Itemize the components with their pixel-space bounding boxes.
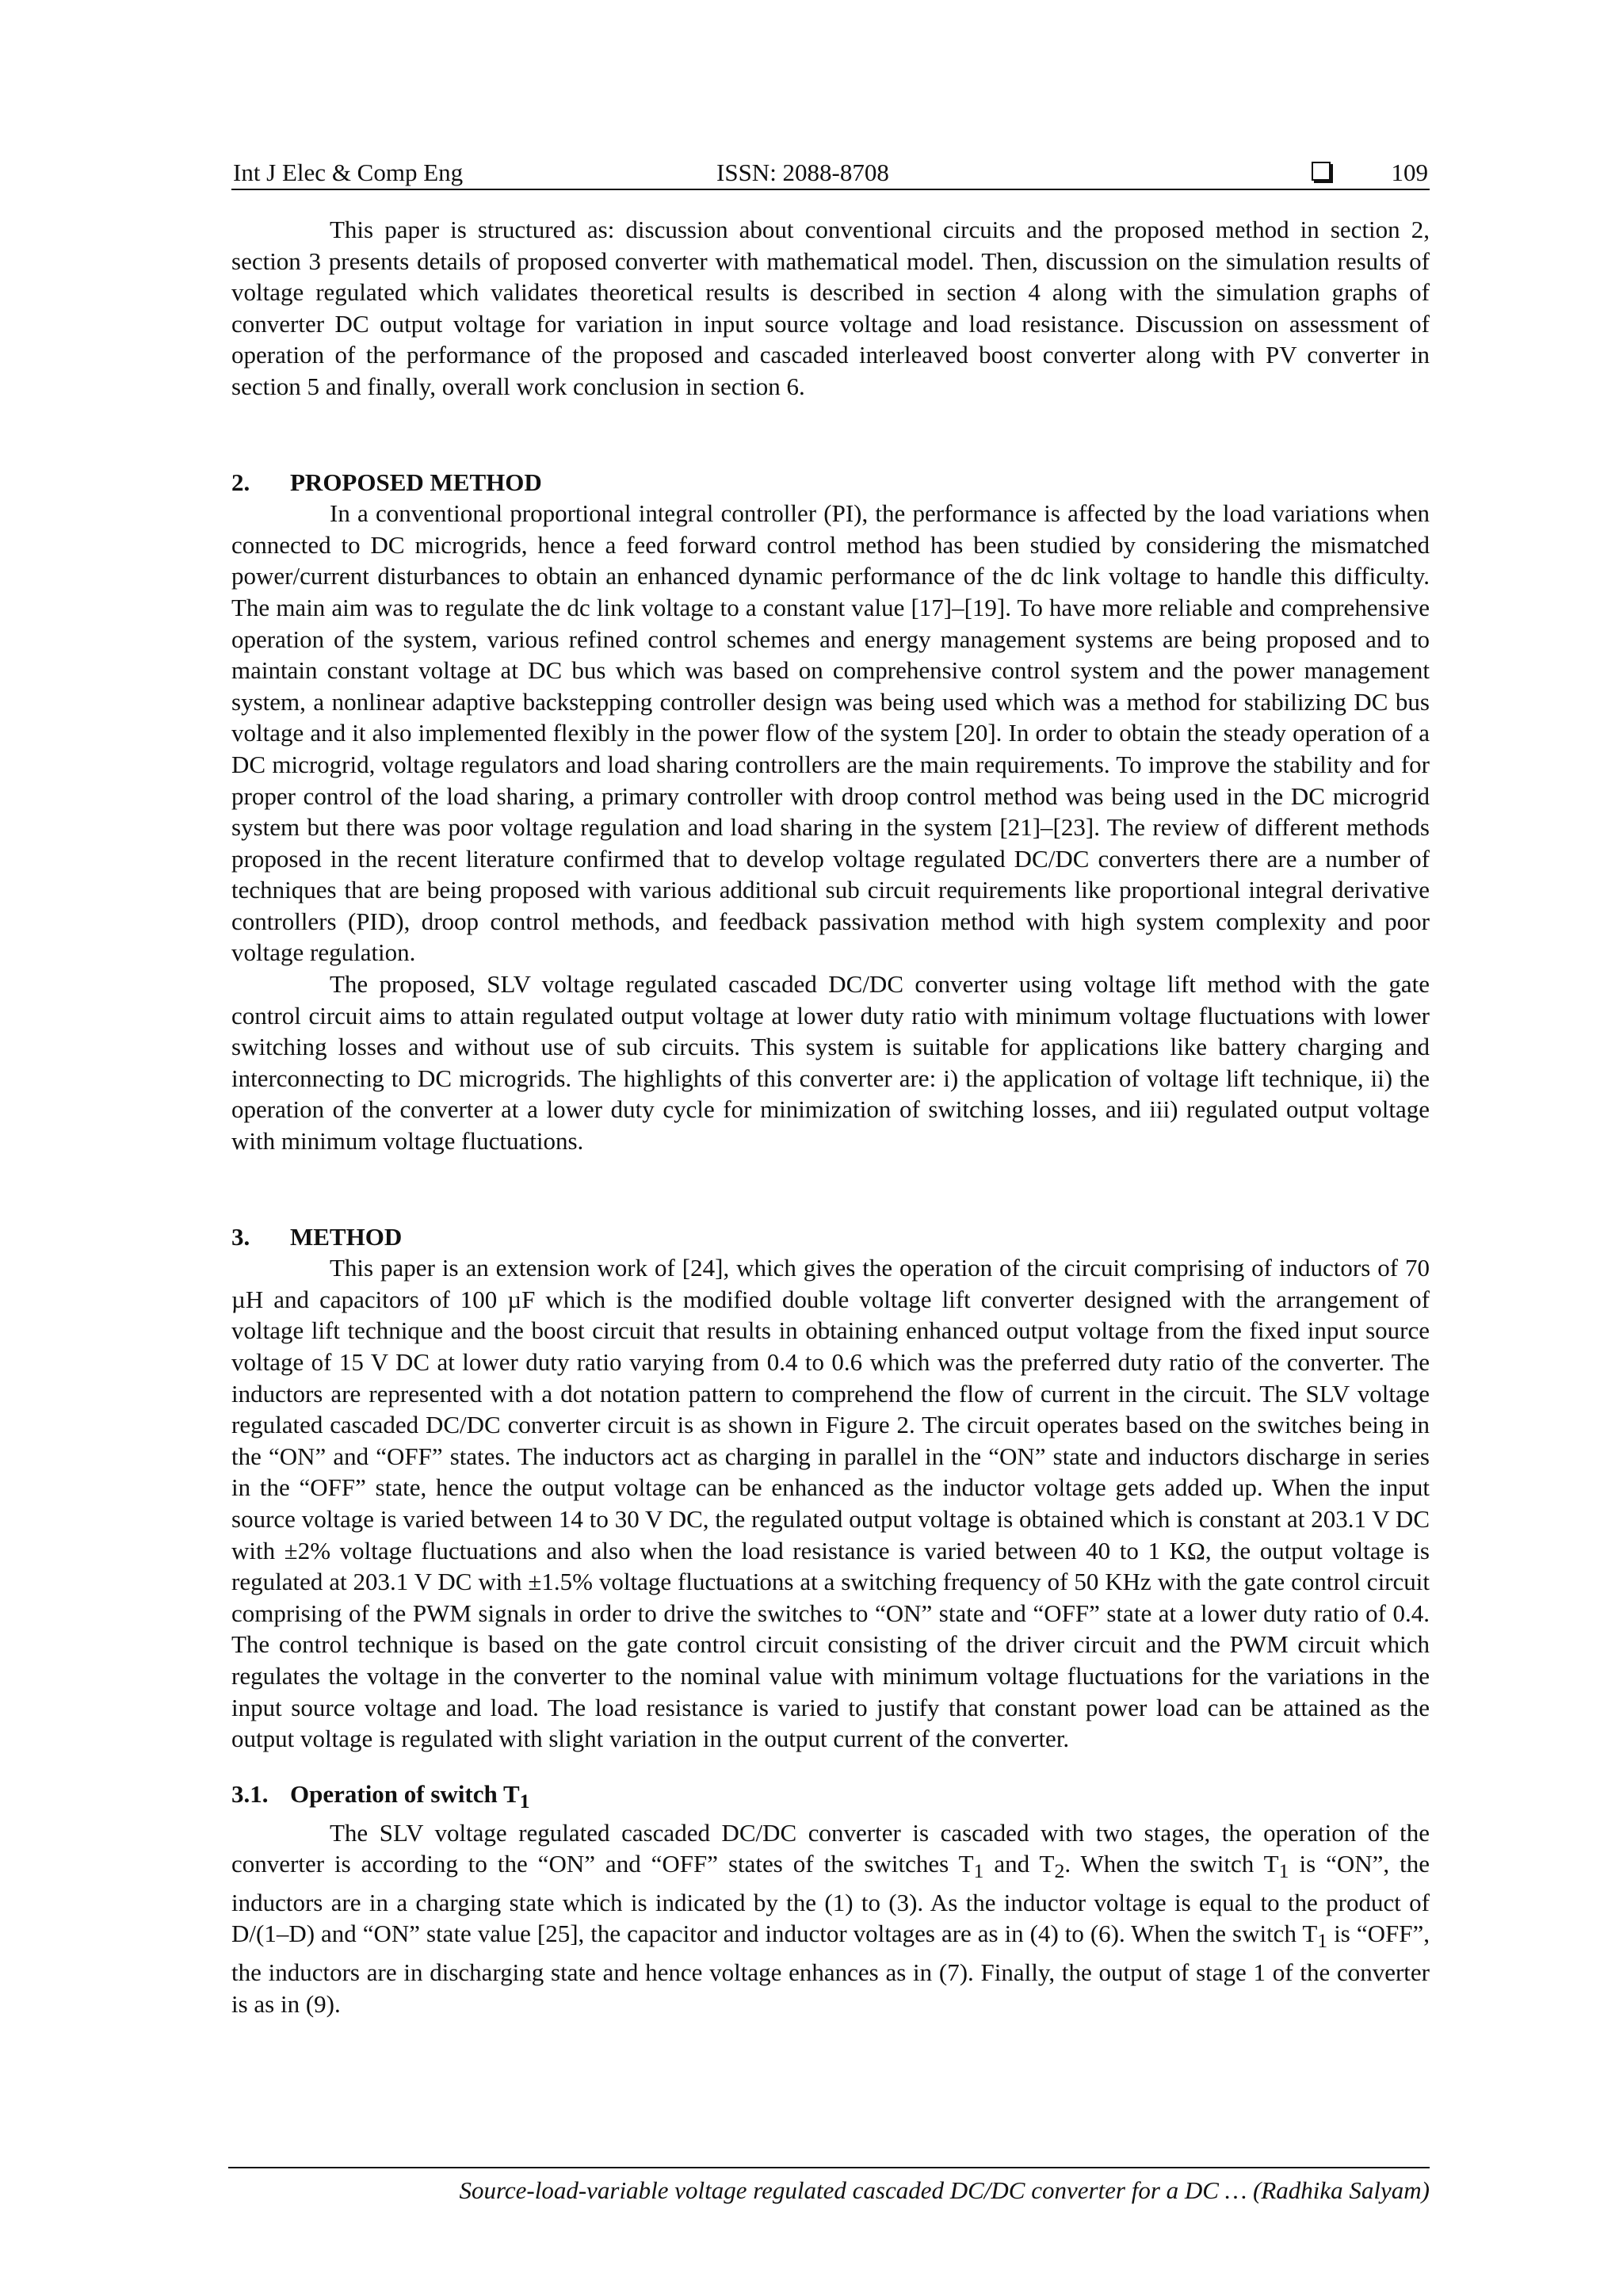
issn: ISSN: 2088-8708	[716, 159, 889, 186]
footer-divider	[228, 2167, 1430, 2168]
section-number: 3.	[231, 1222, 250, 1251]
page-body	[231, 214, 1430, 2019]
page	[231, 152, 1430, 2018]
subscript: 1	[1278, 1859, 1289, 1883]
text-run: is “ON”, the inductors are in a charging state which is indicated by the (1) to (3). As the inductor voltage is equal to the product of D/(1–D) and “ON” state value [25], the capacitor and inductor voltages are as in (4) to (6). When the switch T	[231, 1850, 1430, 1948]
header-divider	[231, 189, 1430, 190]
text-run: is “OFF”, the inductors are in discharging state and hence voltage enhances as in (7). Finally, the output of stage 1 of the converter is as in (9).	[231, 1920, 1430, 2018]
subscript: 1	[519, 1789, 530, 1813]
page-number: 109	[1391, 159, 1428, 186]
page-header	[231, 152, 1430, 187]
page-footer: Source-load-variable voltage regulated cascaded DC/DC converter for a DC … (Radhika Salyam)	[459, 2176, 1430, 2204]
section-title: METHOD	[290, 1222, 403, 1251]
section-title: PROPOSED METHOD	[290, 468, 542, 496]
journal-name: Int J Elec & Comp Eng	[233, 159, 464, 186]
checkbox-square-icon	[1312, 162, 1331, 181]
subscript: 1	[1317, 1929, 1328, 1953]
section-3-heading	[231, 1221, 1430, 1253]
subscript: 2	[1054, 1859, 1065, 1883]
section-2-paragraph: In a conventional proportional integral controller (PI), the performance is affected by the load variations when connected to DC microgrids, hence a feed forward control method has been studied by considering the mismatched power/current disturbances to obtain an enhanced dynamic performance of the dc link voltage to handle this difficulty. The main aim was to regulate the dc link voltage to a constant value [17]–[19]. To have more reliable and comprehensive operation of the system, various refined control schemes and energy management systems are being proposed and to maintain constant voltage at DC bus which was based on comprehensive control system and the power management system, a nonlinear adaptive backstepping controller design was being used which was a method for stabilizing DC bus voltage and it also implemented flexibly in the power flow of the system [20]. In order to obtain the steady operation of a DC microgrid, voltage regulators and load sharing controllers are the main requirements. To improve the stability and for proper control of the load sharing, a primary controller with droop control method was being used in the DC microgrid system but there was poor voltage regulation and load sharing in the system [21]–[23]. The review of different methods proposed in the recent literature confirmed that to develop voltage regulated DC/DC converters there are a number of techniques that are being proposed with various additional sub circuit requirements like proportional integral derivative controllers (PID), droop control methods, and feedback passivation method with high system complexity and poor voltage regulation.	[231, 499, 1430, 967]
section-3-1-paragraph	[231, 1817, 1430, 2020]
subscript: 1	[973, 1859, 984, 1883]
text-run: . When the switch T	[1064, 1850, 1279, 1878]
subsection-number: 3.1.	[231, 1779, 269, 1808]
section-3-1-heading	[231, 1778, 1430, 1817]
section-2-paragraph: The proposed, SLV voltage regulated cascaded DC/DC converter using voltage lift method with the gate control circuit aims to attain regulated output voltage at lower duty ratio with minimum voltage fluctuations with lower switching losses and without use of sub circuits. This system is suitable for applications like battery charging and interconnecting to DC microgrids. The highlights of this converter are: i) the application of voltage lift technique, ii) the operation of the converter at a lower duty cycle for minimization of switching losses, and iii) regulated output voltage with minimum voltage fluctuations.	[231, 970, 1430, 1156]
text-run: The SLV voltage regulated cascaded DC/DC converter is cascaded with two stages, the operation of the converter is according to the “ON” and “OFF” states of the switches T	[231, 1818, 1430, 1878]
text-run: and T	[983, 1850, 1055, 1878]
section-3-paragraph: This paper is an extension work of [24], which gives the operation of the circuit comprising of inductors of 70 µH and capacitors of 100 µF which is the modified double voltage lift converter designed with the arrangement of voltage lift technique and the boost circuit that results in obtaining enhanced output voltage from the fixed input source voltage of 15 V DC at lower duty ratio varying from 0.4 to 0.6 which was the preferred duty ratio of the converter. The inductors are represented with a dot notation pattern to comprehend the flow of current in the circuit. The SLV voltage regulated cascaded DC/DC converter circuit is as shown in Figure 2. The circuit operates based on the switches being in the “ON” and “OFF” states. The inductors act as charging in parallel in the “ON” state and inductors discharge in series in the “OFF” state, hence the output voltage can be enhanced as the inductor voltage gets added up. When the input source voltage is varied between 14 to 30 V DC, the regulated output voltage is obtained which is constant at 203.1 V DC with ±2% voltage fluctuations and also when the load resistance is varied between 40 to 1 KΩ, the output voltage is regulated at 203.1 V DC with ±1.5% voltage fluctuations at a switching frequency of 50 KHz with the gate control circuit comprising of the PWM signals in order to drive the switches to “ON” state and “OFF” state at a lower duty ratio of 0.4. The control technique is based on the gate control circuit consisting of the driver circuit and the PWM circuit which regulates the voltage in the converter to the nominal value with minimum voltage fluctuations for the variations in the input source voltage and load. The load resistance is varied to justify that constant power load can be attained as the output voltage is regulated with slight variation in the output current of the converter.	[231, 1254, 1430, 1753]
section-2-heading	[231, 467, 1430, 499]
subsection-title: Operation of switch T	[290, 1779, 520, 1808]
intro-paragraph: This paper is structured as: discussion about conventional circuits and the proposed method in section 2, section 3 presents details of proposed converter with mathematical model. Then, discussion on the simulation results of voltage regulated which validates theoretical results is described in section 4 along with the simulation graphs of converter DC output voltage for variation in input source voltage and load resistance. Discussion on assessment of operation of the performance of the proposed and cascaded interleaved boost converter along with PV converter in section 5 and finally, overall work conclusion in section 6.	[231, 216, 1430, 400]
section-number: 2.	[231, 468, 250, 496]
